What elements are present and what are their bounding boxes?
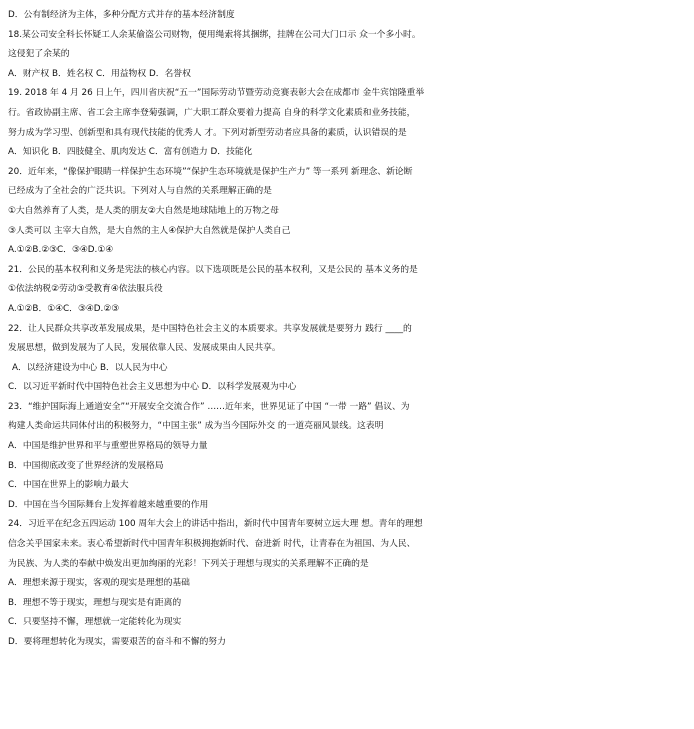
q22-options-ab: A．以经济建设为中心 B．以人民为中心 (12, 362, 168, 373)
q23-stem-line-2: 构建人类命运共同体付出的积极努力，“中国主张” 成为当今国际外交 的一道亮丽风景线。这表明 (8, 421, 384, 432)
q24-option-b: B．理想不等于现实，理想与现实是有距离的 (8, 597, 182, 608)
q24-option-a: A．理想来源于现实，客观的现实是理想的基础 (8, 578, 190, 589)
q20-statements-1: ①大自然养育了人类，是人类的朋友②大自然是地球陆地上的万物之母 (8, 205, 279, 216)
q19-stem-line-1: 19. 2018 年 4 月 26 日上午，四川省庆祝“五一”国际劳动节暨劳动竞赛表彰大会在成都市 金牛宾馆隆重举 (8, 88, 425, 99)
q24-stem-line-1: 24．习近平在纪念五四运动 100 周年大会上的讲话中指出，新时代中国青年要树立远大理 想。青年的理想 (8, 519, 423, 530)
q23-option-d: D．中国在当今国际舞台上发挥着越来越重要的作用 (8, 499, 209, 510)
q18-stem-line-2: 这侵犯了余某的 (8, 49, 70, 60)
q24-stem-line-2: 信念关乎国家未来。衷心希望新时代中国青年积极拥抱新时代、奋进新 时代，让青春在为祖国、为人民、 (8, 539, 416, 550)
q23-stem-line-1: 23．“维护国际海上通道安全”“开展安全交流合作” ……近年来，世界见证了中国 “一带 一路” 倡议、为 (8, 401, 410, 412)
q22-stem-line-1: 22．让人民群众共享改革发展成果，是中国特色社会主义的本质要求。共享发展就是要努力 践行 ____的 (8, 323, 412, 334)
q23-option-a: A．中国是维护世界和平与重塑世界格局的领导力量 (8, 441, 208, 452)
q17-option-d: D．公有制经济为主体，多种分配方式并存的基本经济制度 (8, 10, 235, 20)
q20-stem-line-1: 20．近年来，“像保护眼睛一样保护生态环境”“保护生态环境就是保护生产力” 等一系列 新理念、新论断 (8, 166, 413, 177)
q22-options-cd: C．以习近平新时代中国特色社会主义思想为中心 D．以科学发展观为中心 (8, 382, 297, 393)
q19-stem-line-2: 行。省政协副主席、省工会主席李登菊强调，广大职工群众要着力提高 自身的科学文化素质和业务技能， (8, 107, 416, 118)
q20-statements-2: ③人类可以 主宰大自然，是大自然的主人④保护大自然就是保护人类自己 (8, 225, 291, 236)
q21-statements: ①依法纳税②劳动③受教育④依法服兵役 (8, 284, 163, 295)
q22-stem-line-2: 发展思想，做到发展为了人民，发展依靠人民、发展成果由人民共享。 (8, 343, 281, 354)
q24-stem-line-3: 为民族、为人类的奉献中焕发出更加绚丽的光彩！下列关于理想与现实的关系理解不正确的是 (8, 558, 369, 569)
q23-option-b: B．中国彻底改变了世界经济的发展格局 (8, 460, 164, 471)
q19-stem-line-3: 努力成为学习型、创新型和具有现代技能的优秀人 才。下列对新型劳动者应具备的素质，认识错误的是 (8, 127, 407, 138)
q21-stem-line-1: 21．公民的基本权利和义务是宪法的核心内容。以下选项既是公民的基本权利，又是公民的 基本义务的是 (8, 264, 418, 275)
q23-option-c: C．中国在世界上的影响力最大 (8, 480, 129, 491)
q20-stem-line-2: 已经成为了全社会的广泛共识。下列对人与自然的关系理解正确的是 (8, 186, 272, 197)
q18-options: A．财产权 B．姓名权 C．用益物权 D．名誉权 (8, 68, 191, 79)
q21-options: A.①②B．①④C．③④D.②③ (8, 303, 120, 314)
q18-stem-line-1: 18.某公司安全科长怀疑工人余某偷盗公司财物，便用绳索将其捆绑，挂牌在公司大门口示 众一个多小时。 (8, 29, 421, 40)
q24-option-c: C．只要坚持不懈，理想就一定能转化为现实 (8, 617, 182, 628)
q24-option-d: D．要将理想转化为现实，需要艰苦的奋斗和不懈的努力 (8, 637, 226, 647)
q20-options: A.①②B.②③C．③④D.①④ (8, 245, 114, 256)
q19-options: A．知识化 B．四肢健全、肌肉发达 C．富有创造力 D．技能化 (8, 147, 253, 158)
